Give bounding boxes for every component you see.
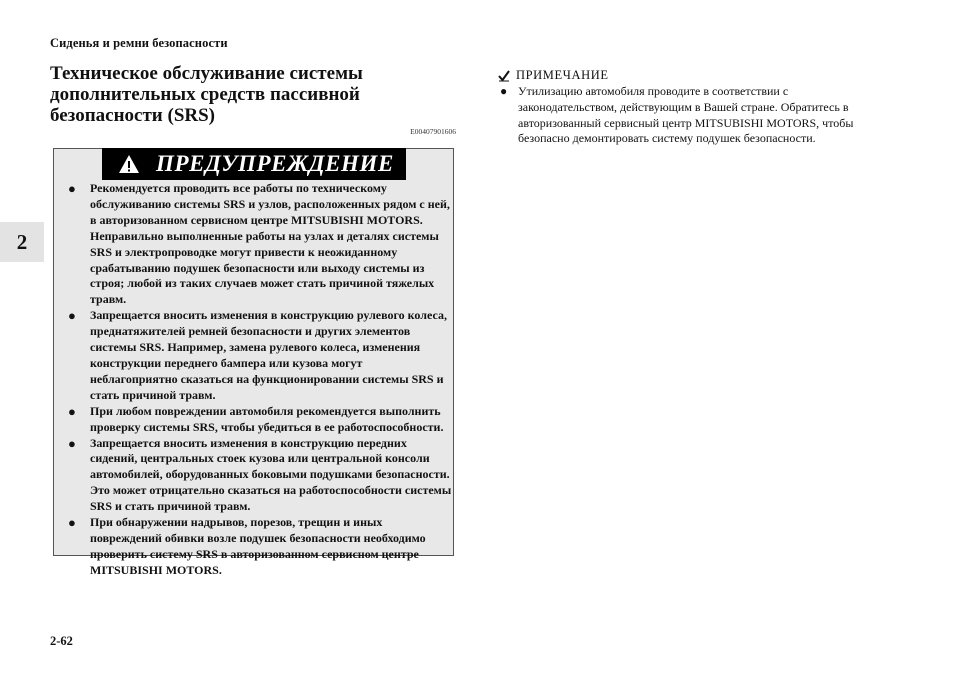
note-check-icon xyxy=(498,70,510,82)
document-code: E00407901606 xyxy=(410,127,456,136)
note-title: ПРИМЕЧАНИЕ xyxy=(516,68,609,82)
warning-item: ● Запрещается вносить изменения в конструкцию рулевого колеса, преднатяжителей ремней безопасности и других элементов системы SRS. Например, замена рулевого колеса, изменения конструкции переднего бампера или кузова могут неблагоприятно сказаться на функционировании системы SRS и стать причиной травм. xyxy=(64,308,452,403)
warning-item: ● Рекомендуется проводить все работы по техническому обслуживанию системы SRS и узлов, расположенных рядом с ней, в авторизованном сервисном центре MITSUBISHI MOTORS. Неправильно выполненные работы на узлах и деталях системы SRS и электропроводке могут привести к неожиданному срабатыванию подушек безопасности или выходу системы из строя; любой из таких случаев может стать причиной тяжелых травм. xyxy=(64,181,452,308)
chapter-tab xyxy=(0,222,44,262)
note-header xyxy=(498,68,609,83)
warning-list xyxy=(64,181,452,579)
warning-item: ● При обнаружении надрывов, порезов, трещин и иных повреждений обивки возле подушек безопасности необходимо проверить систему SRS в авторизованном сервисном центре MITSUBISHI MOTORS. xyxy=(64,515,452,579)
section-header: Сиденья и ремни безопасности xyxy=(50,36,228,50)
note-list xyxy=(500,84,870,147)
page-number: 2-62 xyxy=(50,634,73,648)
warning-triangle-icon xyxy=(118,154,140,174)
warning-item: ● Запрещается вносить изменения в конструкцию передних сидений, центральных стоек кузова или центральной консоли автомобилей, оборудованных боковыми подушками безопасности. Это может отрицательно сказаться на работоспособности системы SRS и стать причиной травм. xyxy=(64,436,452,516)
warning-title: ПРЕДУПРЕЖДЕНИЕ xyxy=(156,151,394,176)
warning-box xyxy=(53,148,454,577)
note-item: ● Утилизацию автомобиля проводите в соответствии с законодательством, действующим в Вашей стране. Обратитесь в авторизованный сервисный центр MITSUBISHI MOTORS, чтобы безопасно демонтировать систему подушек безопасности. xyxy=(500,84,870,147)
warning-header xyxy=(102,148,406,180)
chapter-number: 2 xyxy=(16,229,28,254)
warning-item: ● При любом повреждении автомобиля рекомендуется выполнить проверку системы SRS, чтобы убедиться в ее работоспособности. xyxy=(64,404,452,436)
page-title: Техническое обслуживание системы дополнительных средств пассивной безопасности (SRS) xyxy=(50,63,363,126)
